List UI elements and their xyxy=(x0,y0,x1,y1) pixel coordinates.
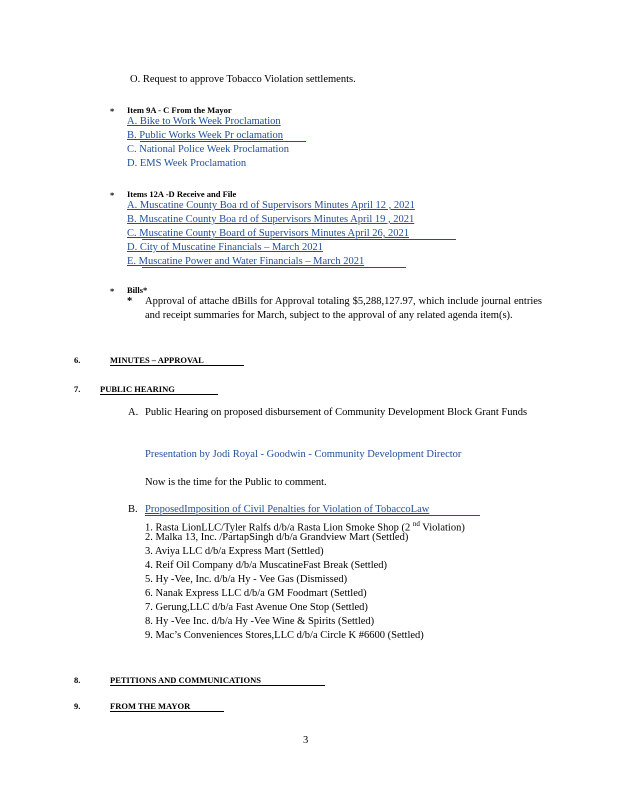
underline xyxy=(142,267,406,268)
hearing-b-label: B. xyxy=(128,504,138,515)
underline xyxy=(140,141,306,142)
section-rule xyxy=(110,685,325,686)
bullet: * xyxy=(110,106,115,116)
mayor-item-link[interactable]: C. National Police Week Proclamation xyxy=(127,144,289,155)
comment-text: Now is the time for the Public to comment. xyxy=(145,477,327,488)
hearing-a-label: A. xyxy=(128,407,139,418)
violation-list-item: 1. Rasta LionLLC/Tyler Ralfs d/b/a Rasta Lion Smoke Shop (2 $^{nd}$ Violation) xyxy=(145,520,465,534)
section-rule xyxy=(110,711,224,712)
section-title-public-hearing: PUBLIC HEARING xyxy=(100,384,175,394)
bullet: * xyxy=(127,296,133,307)
violation-list-item: 7. Gerung,LLC d/b/a Fast Avenue One Stop (Settled) xyxy=(145,602,368,613)
mayor-items-heading: Item 9A - C From the Mayor xyxy=(127,105,232,115)
violation-list-item: 8. Hy -Vee Inc. d/b/a Hy -Vee Wine & Spirits (Settled) xyxy=(145,616,375,627)
hearing-a-text: Public Hearing on proposed disbursement of Community Development Block Grant Funds xyxy=(145,407,528,418)
bullet: * xyxy=(110,286,115,296)
receive-item-link[interactable]: D. City of Muscatine Financials – March 2021 xyxy=(127,242,323,253)
superscript: nd xyxy=(412,520,420,528)
section-rule xyxy=(110,365,244,366)
bullet: * xyxy=(110,190,115,200)
section-title-minutes: MINUTES – APPROVAL xyxy=(110,355,204,365)
bills-heading: Bills* xyxy=(127,285,148,295)
violation-list-item: 2. Malka 13, Inc. /PartapSingh d/b/a Grandview Mart (Settled) xyxy=(145,532,409,543)
underline xyxy=(145,515,480,516)
section-title-from-the-mayor: FROM THE MAYOR xyxy=(110,701,191,711)
section-number: 6. xyxy=(74,355,81,365)
violation-list-item: 6. Nanak Express LLC d/b/a GM Foodmart (Settled) xyxy=(145,588,367,599)
presentation-text: Presentation by Jodi Royal - Goodwin - Community Development Director xyxy=(145,449,462,460)
mayor-item-link[interactable]: D. EMS Week Proclamation xyxy=(127,158,247,169)
violation-list-item: 4. Reif Oil Company d/b/a MuscatineFast Break (Settled) xyxy=(145,560,388,571)
agenda-item-o: O. Request to approve Tobacco Violation settlements. xyxy=(130,74,356,85)
section-number: 7. xyxy=(74,384,81,394)
violation-list-item: 3. Aviya LLC d/b/a Express Mart (Settled) xyxy=(145,546,324,557)
section-number: 8. xyxy=(74,675,81,685)
section-rule xyxy=(100,394,218,395)
section-title-petitions: PETITIONS AND COMMUNICATIONS xyxy=(110,675,261,685)
section-number: 9. xyxy=(74,701,81,711)
receive-item-link[interactable]: A. Muscatine County Boa rd of Supervisors Minutes April 12 , 2021 xyxy=(127,200,415,211)
receive-items-heading: Items 12A -D Receive and File xyxy=(127,189,237,199)
bills-approval-text: Approval of attache dBills for Approval totaling $5,288,127.97, which include journal entries and receipt summaries for March, subject to the approval of any related agenda item(s). xyxy=(145,296,542,321)
violation-list-item: 5. Hy -Vee, Inc. d/b/a Hy - Vee Gas (Dismissed) xyxy=(145,574,348,585)
mayor-item-link[interactable]: A. Bike to Work Week Proclamation xyxy=(127,116,281,127)
receive-item-link[interactable]: E. Muscatine Power and Water Financials – March 2021 xyxy=(127,256,365,267)
receive-item-link[interactable]: B. Muscatine County Boa rd of Supervisors Minutes April 19 , 2021 xyxy=(127,214,415,225)
page-number: 3 xyxy=(303,735,309,746)
tobacco-penalties-link[interactable]: ProposedImposition of Civil Penalties for Violation of TobaccoLaw xyxy=(145,504,430,515)
receive-item-link[interactable]: C. Muscatine County Board of Supervisors Minutes April 26, 2021 xyxy=(127,228,410,239)
underline xyxy=(142,239,456,240)
violation-list-item: 9. Mac’s Conveniences Stores,LLC d/b/a Circle K #6600 (Settled) xyxy=(145,630,424,641)
mayor-item-link[interactable]: B. Public Works Week Pr oclamation xyxy=(127,130,283,141)
